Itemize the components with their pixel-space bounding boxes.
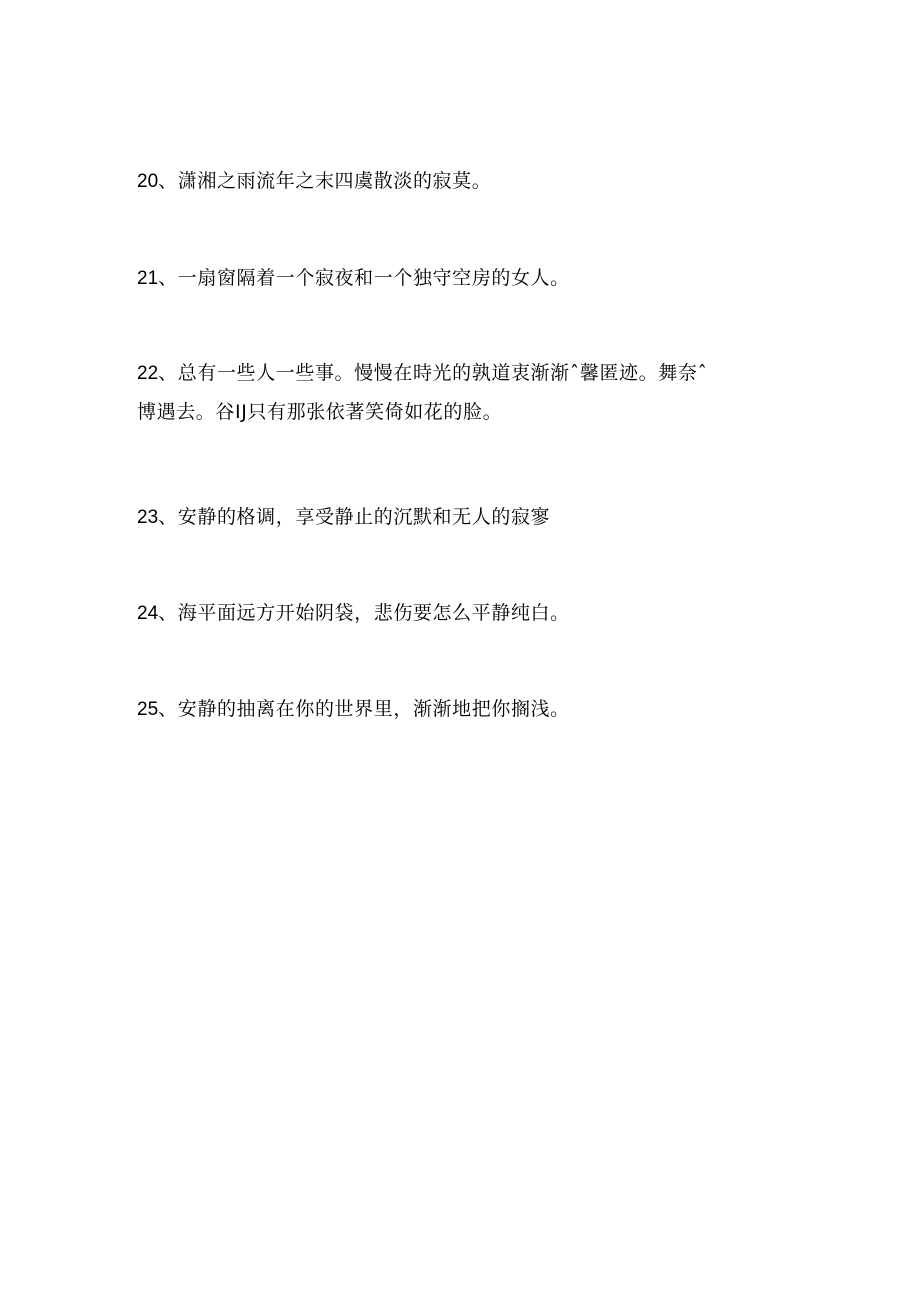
item-number: 24 (137, 603, 159, 624)
item-text: 、安静的格调，享受静止的沉默和无人的寂寥 (158, 506, 551, 528)
item-text: 、安静的抽离在你的世界里，渐渐地把你搁浅。 (158, 698, 570, 720)
list-item (137, 162, 797, 201)
item-text: 、一扇窗隔着一个寂夜和一个独守空房的女人。 (158, 267, 570, 289)
item-line-continuation: 博遇去。谷IJ只有那张依著笑倚如花的脸。 (137, 401, 503, 423)
item-number: 25 (137, 699, 159, 720)
item-number: 22 (137, 363, 159, 384)
item-text: 、潇湘之雨流年之末四虞散淡的寂莫。 (158, 170, 492, 192)
item-line (137, 354, 797, 393)
item-line (137, 259, 797, 298)
item-line (137, 498, 797, 537)
list-item (137, 259, 797, 298)
list-item (137, 594, 797, 633)
item-text: 、总有一些人一些事。慢慢在時光的孰道衷渐渐ˆ馨匿迹。舞奈ˆ (158, 362, 708, 384)
item-line (137, 594, 797, 633)
list-item (137, 354, 797, 431)
item-number: 23 (137, 507, 159, 528)
item-line (137, 162, 797, 201)
item-number: 20 (137, 171, 159, 192)
item-line (137, 690, 797, 729)
item-number: 21 (137, 268, 159, 289)
list-item (137, 690, 797, 729)
item-text: 、海平面远方开始阴袋，悲伤要怎么平静纯白。 (158, 602, 570, 624)
list-item (137, 498, 797, 537)
